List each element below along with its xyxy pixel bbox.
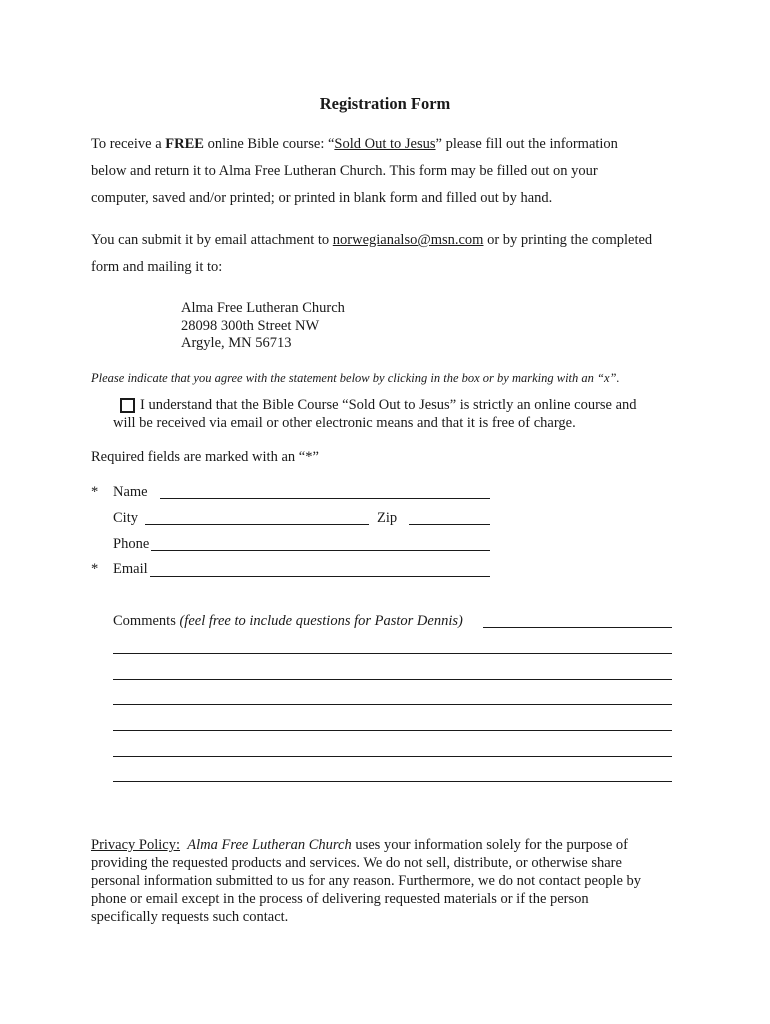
course-title: Sold Out to Jesus [334, 136, 436, 152]
address-line-1: Alma Free Lutheran Church [181, 300, 345, 316]
intro-line-2: below and return it to Alma Free Lutheran Church. This form may be filled out on your [91, 163, 598, 179]
email-label: Email [113, 561, 148, 577]
consent-statement [113, 396, 637, 432]
free-emphasis: FREE [165, 136, 204, 152]
page-title: Registration Form [319, 94, 451, 113]
address-line-3: Argyle, MN 56713 [181, 335, 292, 351]
name-label: Name [113, 484, 148, 500]
intro-line-3: computer, saved and/or printed; or printed in blank form and filled out by hand. [91, 190, 553, 206]
name-field[interactable] [160, 482, 490, 499]
mailing-address [181, 300, 345, 353]
consent-line-1: I understand that the Bible Course “Sold Out to Jesus” is strictly an online course and [140, 397, 637, 413]
intro-line-1: To receive a FREE online Bible course: “Sold Out to Jesus” please fill out the information [91, 136, 618, 152]
zip-label: Zip [377, 510, 398, 526]
comments-field-line-7[interactable] [113, 765, 672, 782]
submit-paragraph [91, 227, 652, 281]
comments-field-line-3[interactable] [113, 663, 672, 680]
comments-field-line-2[interactable] [113, 637, 672, 654]
city-field[interactable] [145, 508, 369, 525]
comments-field-line-4[interactable] [113, 688, 672, 705]
phone-field[interactable] [151, 534, 490, 551]
city-label: City [113, 510, 138, 526]
submit-line-1: You can submit it by email attachment to norwegianalso@msn.com or by printing the completed [91, 232, 653, 248]
email-link[interactable]: norwegianalso@msn.com [332, 232, 484, 248]
privacy-org: Alma Free Lutheran Church [187, 837, 352, 853]
privacy-heading: Privacy Policy: [91, 837, 181, 853]
privacy-policy: Privacy Policy: Alma Free Lutheran Church uses your information solely for the purpose of providing the requested products and services. We do not sell, distribute, or otherwise share personal information submitted to us for any reason. Furthermore, we do not contact people by phone or email except in the process of delivering requested materials or if the person specifically requests such contact. [91, 837, 642, 925]
consent-line-2: will be received via email or other electronic means and that it is free of charge. [113, 415, 576, 431]
comments-field-line-1[interactable] [483, 611, 672, 628]
phone-label: Phone [113, 536, 150, 552]
email-field[interactable] [150, 560, 490, 577]
zip-field[interactable] [409, 508, 490, 525]
comments-field-line-5[interactable] [113, 714, 672, 731]
agree-instruction: Please indicate that you agree with the statement below by clicking in the box or by marking with an “x”. [91, 371, 620, 385]
submit-line-2: form and mailing it to: [91, 259, 223, 275]
comments-hint: (feel free to include questions for Pastor Dennis) [179, 613, 463, 629]
required-fields-note: Required fields are marked with an “*” [91, 449, 319, 465]
address-line-2: 28098 300th Street NW [181, 317, 320, 334]
email-required-mark: * [91, 561, 99, 577]
intro-paragraph [91, 131, 618, 212]
comments-label: Comments (feel free to include questions for Pastor Dennis) [113, 613, 463, 629]
name-required-mark: * [91, 484, 99, 500]
comments-field-line-6[interactable] [113, 740, 672, 757]
